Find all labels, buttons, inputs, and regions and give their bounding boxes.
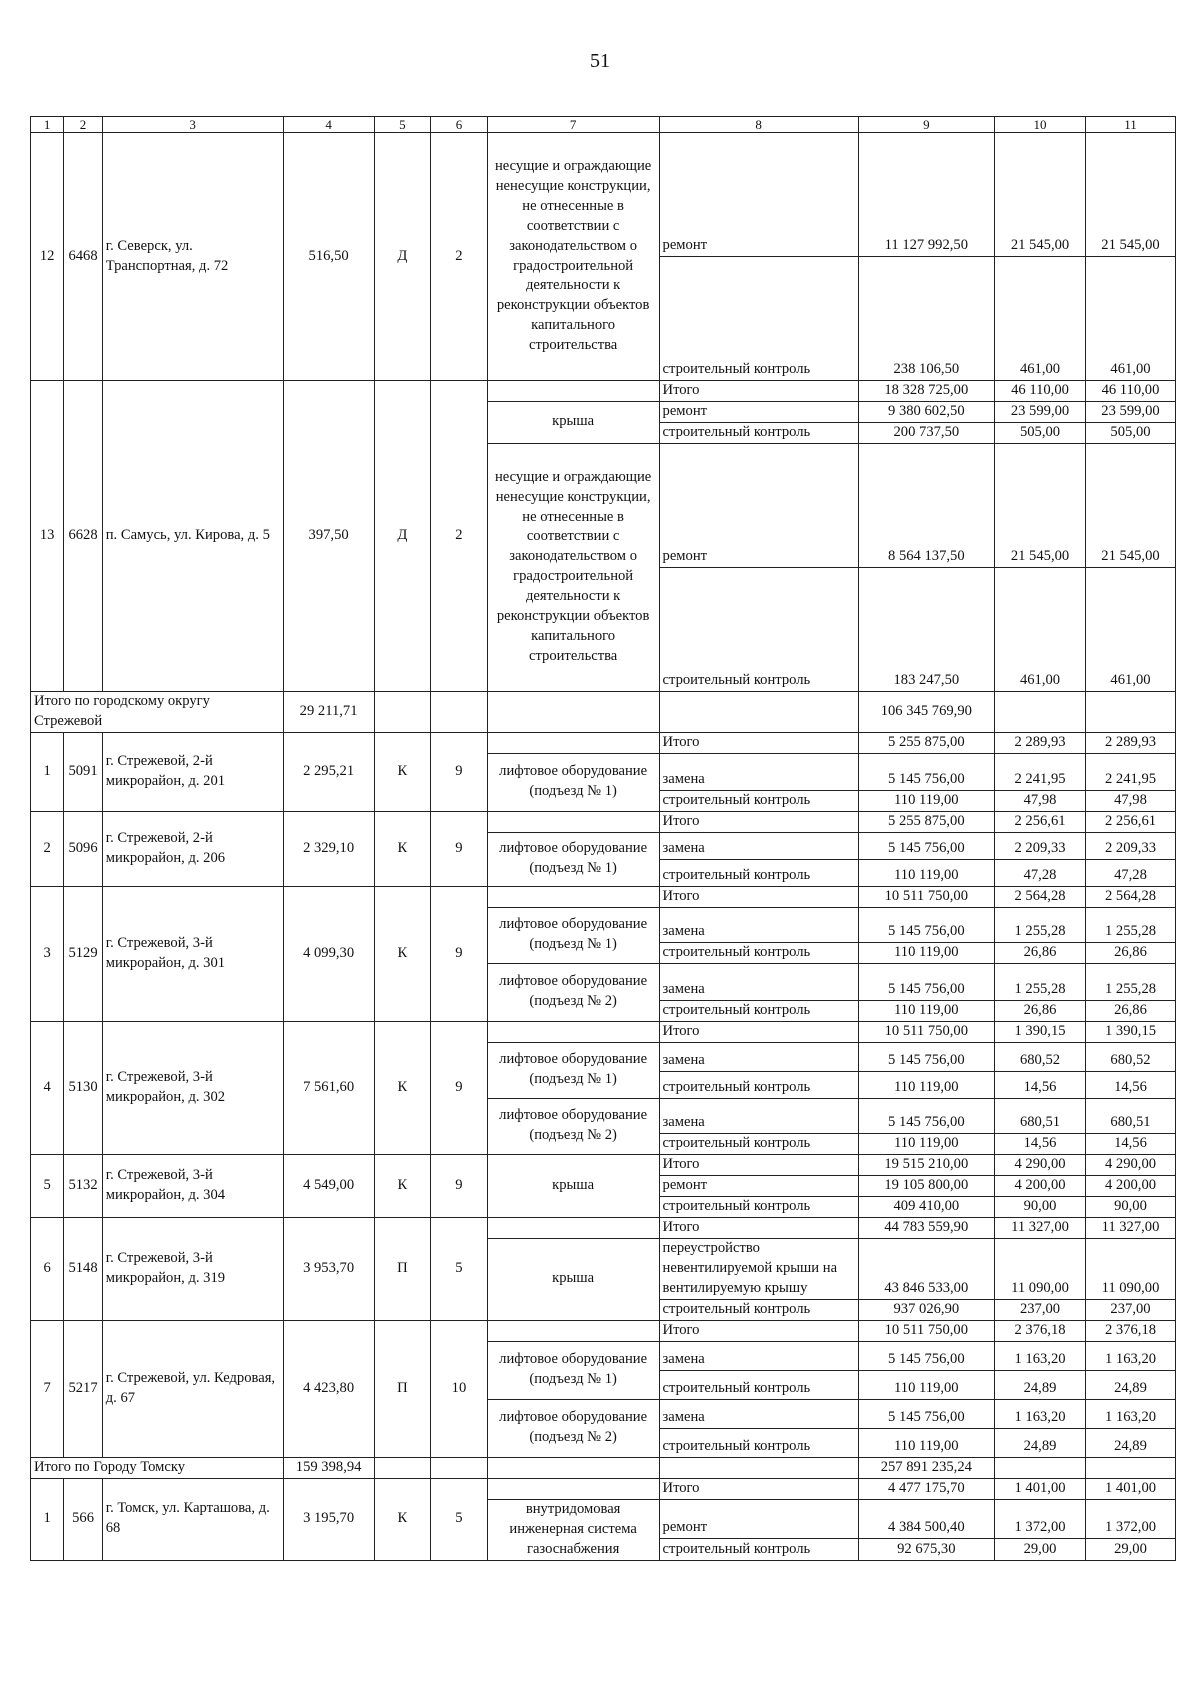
work-type: замена — [659, 753, 858, 790]
row-number: 1 — [31, 732, 64, 811]
house-id: 5096 — [64, 811, 102, 886]
row-number: 13 — [31, 381, 64, 692]
house-class: К — [374, 1478, 431, 1560]
house-id: 6628 — [64, 381, 102, 692]
max-cost-per-sqm: 680,52 — [1085, 1042, 1175, 1071]
work-element: лифтовое оборудование (подъезд № 2) — [487, 963, 659, 1021]
max-cost-per-sqm: 21 545,00 — [1085, 443, 1175, 567]
house-class: К — [374, 1154, 431, 1217]
work-element — [487, 381, 659, 402]
max-cost-per-sqm: 24,89 — [1085, 1428, 1175, 1457]
row-number: 6 — [31, 1217, 64, 1320]
total-cost: 19 105 800,00 — [858, 1175, 994, 1196]
house-class: К — [374, 1021, 431, 1154]
total-cost: 200 737,50 — [858, 422, 994, 443]
work-element: внутридомовая инженерная система газоснабжения — [487, 1499, 659, 1560]
cost-per-sqm: 1 255,28 — [995, 963, 1086, 1000]
total-cost: 10 511 750,00 — [858, 886, 994, 907]
max-cost-per-sqm: 2 376,18 — [1085, 1320, 1175, 1341]
house-class: Д — [374, 133, 431, 381]
work-type: строительный контроль — [659, 1196, 858, 1217]
row-number: 5 — [31, 1154, 64, 1217]
house-class: К — [374, 811, 431, 886]
empty-cell — [487, 1457, 659, 1478]
max-cost-per-sqm: 237,00 — [1085, 1299, 1175, 1320]
column-header-row — [31, 117, 1176, 133]
total-cost: 11 127 992,50 — [858, 133, 994, 257]
row-number: 7 — [31, 1320, 64, 1457]
max-cost-per-sqm: 14,56 — [1085, 1071, 1175, 1098]
work-type: ремонт — [659, 443, 858, 567]
work-type: строительный контроль — [659, 422, 858, 443]
work-element: лифтовое оборудование (подъезд № 1) — [487, 1341, 659, 1399]
work-type: ремонт — [659, 133, 858, 257]
house-class: П — [374, 1217, 431, 1320]
work-element — [487, 732, 659, 753]
column-header-9: 9 — [858, 117, 994, 133]
table-row — [31, 1021, 1176, 1042]
cost-per-sqm: 1 390,15 — [995, 1021, 1086, 1042]
total-cost: 238 106,50 — [858, 257, 994, 381]
row-number: 3 — [31, 886, 64, 1021]
cost-per-sqm: 24,89 — [995, 1428, 1086, 1457]
house-class: К — [374, 732, 431, 811]
max-cost-per-sqm: 2 241,95 — [1085, 753, 1175, 790]
house-floors: 9 — [431, 1154, 488, 1217]
total-cost: 10 511 750,00 — [858, 1021, 994, 1042]
work-type: строительный контроль — [659, 257, 858, 381]
work-type: Итого — [659, 732, 858, 753]
max-cost-per-sqm: 90,00 — [1085, 1196, 1175, 1217]
cost-per-sqm: 21 545,00 — [995, 443, 1086, 567]
cost-per-sqm: 1 163,20 — [995, 1399, 1086, 1428]
work-element: лифтовое оборудование (подъезд № 1) — [487, 907, 659, 963]
total-cost: 5 255 875,00 — [858, 811, 994, 832]
work-type: замена — [659, 1399, 858, 1428]
house-floors: 5 — [431, 1217, 488, 1320]
house-class: П — [374, 1320, 431, 1457]
work-element — [487, 811, 659, 832]
max-cost-per-sqm: 24,89 — [1085, 1370, 1175, 1399]
cost-per-sqm: 24,89 — [995, 1370, 1086, 1399]
work-type: переустройство невентилируемой крыши на вентилируемую крышу — [659, 1238, 858, 1299]
column-header-6: 6 — [431, 117, 488, 133]
cost-per-sqm: 11 090,00 — [995, 1238, 1086, 1299]
house-id: 5129 — [64, 886, 102, 1021]
work-element — [487, 1320, 659, 1341]
work-element — [487, 1478, 659, 1499]
house-class: Д — [374, 381, 431, 692]
house-id: 6468 — [64, 133, 102, 381]
subtotal-cost: 106 345 769,90 — [858, 691, 994, 732]
work-type: ремонт — [659, 401, 858, 422]
work-type: строительный контроль — [659, 567, 858, 691]
house-address: г. Стрежевой, 3-й микрорайон, д. 301 — [102, 886, 283, 1021]
empty-cell — [431, 1457, 488, 1478]
cost-per-sqm: 26,86 — [995, 942, 1086, 963]
house-id: 5130 — [64, 1021, 102, 1154]
max-cost-per-sqm: 11 327,00 — [1085, 1217, 1175, 1238]
house-area: 2 329,10 — [283, 811, 374, 886]
work-element: лифтовое оборудование (подъезд № 2) — [487, 1098, 659, 1154]
max-cost-per-sqm: 680,51 — [1085, 1098, 1175, 1133]
column-header-5: 5 — [374, 117, 431, 133]
max-cost-per-sqm: 461,00 — [1085, 257, 1175, 381]
table-row — [31, 133, 1176, 257]
work-type: Итого — [659, 1021, 858, 1042]
cost-per-sqm: 1 372,00 — [995, 1499, 1086, 1538]
max-cost-per-sqm: 26,86 — [1085, 1000, 1175, 1021]
cost-per-sqm: 680,51 — [995, 1098, 1086, 1133]
work-element: лифтовое оборудование (подъезд № 1) — [487, 1042, 659, 1098]
cost-per-sqm: 47,98 — [995, 790, 1086, 811]
work-type: Итого — [659, 1320, 858, 1341]
house-area: 397,50 — [283, 381, 374, 692]
cost-per-sqm: 4 290,00 — [995, 1154, 1086, 1175]
cost-per-sqm: 21 545,00 — [995, 133, 1086, 257]
cost-per-sqm: 26,86 — [995, 1000, 1086, 1021]
work-element: лифтовое оборудование (подъезд № 1) — [487, 832, 659, 886]
cost-per-sqm: 461,00 — [995, 257, 1086, 381]
total-cost: 10 511 750,00 — [858, 1320, 994, 1341]
house-floors: 10 — [431, 1320, 488, 1457]
subtotal-area: 159 398,94 — [283, 1457, 374, 1478]
work-type: замена — [659, 907, 858, 942]
cost-per-sqm: 2 256,61 — [995, 811, 1086, 832]
empty-cell — [995, 691, 1086, 732]
max-cost-per-sqm: 505,00 — [1085, 422, 1175, 443]
max-cost-per-sqm: 26,86 — [1085, 942, 1175, 963]
total-cost: 5 145 756,00 — [858, 1341, 994, 1370]
work-element: несущие и ограждающие ненесущие конструкции, не отнесенные в соответствии с законодательством о градостроительной деятельности к реконструкции объектов капитального строительства — [487, 443, 659, 691]
empty-cell — [374, 691, 431, 732]
total-cost: 937 026,90 — [858, 1299, 994, 1320]
total-cost: 9 380 602,50 — [858, 401, 994, 422]
subtotal-area: 29 211,71 — [283, 691, 374, 732]
total-cost: 8 564 137,50 — [858, 443, 994, 567]
cost-per-sqm: 2 209,33 — [995, 832, 1086, 859]
empty-cell — [374, 1457, 431, 1478]
cost-per-sqm: 505,00 — [995, 422, 1086, 443]
cost-per-sqm: 23 599,00 — [995, 401, 1086, 422]
total-cost: 5 145 756,00 — [858, 832, 994, 859]
cost-per-sqm: 1 255,28 — [995, 907, 1086, 942]
house-id: 5132 — [64, 1154, 102, 1217]
max-cost-per-sqm: 4 290,00 — [1085, 1154, 1175, 1175]
cost-per-sqm: 2 289,93 — [995, 732, 1086, 753]
subtotal-label: Итого по Городу Томску — [31, 1457, 284, 1478]
total-cost: 110 119,00 — [858, 1000, 994, 1021]
total-cost: 110 119,00 — [858, 790, 994, 811]
cost-per-sqm: 11 327,00 — [995, 1217, 1086, 1238]
work-type: строительный контроль — [659, 942, 858, 963]
work-type: Итого — [659, 811, 858, 832]
cost-per-sqm: 14,56 — [995, 1071, 1086, 1098]
house-area: 516,50 — [283, 133, 374, 381]
total-cost: 19 515 210,00 — [858, 1154, 994, 1175]
cost-per-sqm: 2 241,95 — [995, 753, 1086, 790]
total-cost: 409 410,00 — [858, 1196, 994, 1217]
work-element — [487, 1217, 659, 1238]
house-floors: 9 — [431, 811, 488, 886]
work-type: строительный контроль — [659, 1428, 858, 1457]
cost-per-sqm: 1 401,00 — [995, 1478, 1086, 1499]
cost-per-sqm: 1 163,20 — [995, 1341, 1086, 1370]
max-cost-per-sqm: 2 564,28 — [1085, 886, 1175, 907]
cost-per-sqm: 90,00 — [995, 1196, 1086, 1217]
max-cost-per-sqm: 461,00 — [1085, 567, 1175, 691]
cost-per-sqm: 237,00 — [995, 1299, 1086, 1320]
house-area: 2 295,21 — [283, 732, 374, 811]
total-cost: 5 255 875,00 — [858, 732, 994, 753]
table-row — [31, 1478, 1176, 1499]
max-cost-per-sqm: 47,98 — [1085, 790, 1175, 811]
empty-cell — [659, 691, 858, 732]
cost-per-sqm: 4 200,00 — [995, 1175, 1086, 1196]
house-address: г. Стрежевой, 2-й микрорайон, д. 201 — [102, 732, 283, 811]
max-cost-per-sqm: 1 255,28 — [1085, 907, 1175, 942]
work-element — [487, 886, 659, 907]
table-row — [31, 1154, 1176, 1175]
page-number: 51 — [590, 50, 610, 72]
work-type: замена — [659, 1098, 858, 1133]
work-type: строительный контроль — [659, 1071, 858, 1098]
cost-per-sqm: 14,56 — [995, 1133, 1086, 1154]
house-address: г. Стрежевой, 3-й микрорайон, д. 302 — [102, 1021, 283, 1154]
work-type: Итого — [659, 886, 858, 907]
max-cost-per-sqm: 1 390,15 — [1085, 1021, 1175, 1042]
max-cost-per-sqm: 46 110,00 — [1085, 381, 1175, 402]
max-cost-per-sqm: 1 163,20 — [1085, 1399, 1175, 1428]
house-floors: 9 — [431, 886, 488, 1021]
row-number: 2 — [31, 811, 64, 886]
work-type: строительный контроль — [659, 1370, 858, 1399]
work-type: строительный контроль — [659, 790, 858, 811]
total-cost: 183 247,50 — [858, 567, 994, 691]
cost-per-sqm: 680,52 — [995, 1042, 1086, 1071]
max-cost-per-sqm: 23 599,00 — [1085, 401, 1175, 422]
house-floors: 5 — [431, 1478, 488, 1560]
subtotal-label: Итого по городскому округу Стрежевой — [31, 691, 284, 732]
work-type: Итого — [659, 1217, 858, 1238]
house-area: 3 195,70 — [283, 1478, 374, 1560]
row-number: 1 — [31, 1478, 64, 1560]
max-cost-per-sqm: 1 255,28 — [1085, 963, 1175, 1000]
total-cost: 4 477 175,70 — [858, 1478, 994, 1499]
cost-per-sqm: 46 110,00 — [995, 381, 1086, 402]
empty-cell — [1085, 1457, 1175, 1478]
house-class: К — [374, 886, 431, 1021]
work-type: замена — [659, 1341, 858, 1370]
work-type: замена — [659, 1042, 858, 1071]
total-cost: 5 145 756,00 — [858, 1042, 994, 1071]
work-type: строительный контроль — [659, 859, 858, 886]
subtotal-row — [31, 1457, 1176, 1478]
work-type: Итого — [659, 381, 858, 402]
work-type: строительный контроль — [659, 1538, 858, 1560]
house-address: г. Стрежевой, 2-й микрорайон, д. 206 — [102, 811, 283, 886]
column-header-7: 7 — [487, 117, 659, 133]
work-type: строительный контроль — [659, 1000, 858, 1021]
max-cost-per-sqm: 1 401,00 — [1085, 1478, 1175, 1499]
total-cost: 92 675,30 — [858, 1538, 994, 1560]
total-cost: 110 119,00 — [858, 1071, 994, 1098]
max-cost-per-sqm: 47,28 — [1085, 859, 1175, 886]
column-header-1: 1 — [31, 117, 64, 133]
house-area: 4 549,00 — [283, 1154, 374, 1217]
max-cost-per-sqm: 1 372,00 — [1085, 1499, 1175, 1538]
total-cost: 4 384 500,40 — [858, 1499, 994, 1538]
table-row — [31, 1320, 1176, 1341]
row-number: 12 — [31, 133, 64, 381]
table-row — [31, 381, 1176, 402]
max-cost-per-sqm: 21 545,00 — [1085, 133, 1175, 257]
total-cost: 110 119,00 — [858, 1370, 994, 1399]
total-cost: 5 145 756,00 — [858, 753, 994, 790]
house-address: г. Северск, ул. Транспортная, д. 72 — [102, 133, 283, 381]
work-type: замена — [659, 832, 858, 859]
work-type: ремонт — [659, 1175, 858, 1196]
house-address: п. Самусь, ул. Кирова, д. 5 — [102, 381, 283, 692]
column-header-4: 4 — [283, 117, 374, 133]
max-cost-per-sqm: 1 163,20 — [1085, 1341, 1175, 1370]
work-element: крыша — [487, 401, 659, 443]
house-floors: 2 — [431, 381, 488, 692]
work-element: крыша — [487, 1154, 659, 1217]
house-id: 566 — [64, 1478, 102, 1560]
house-address: г. Стрежевой, ул. Кедровая, д. 67 — [102, 1320, 283, 1457]
column-header-2: 2 — [64, 117, 102, 133]
total-cost: 18 328 725,00 — [858, 381, 994, 402]
cost-per-sqm: 47,28 — [995, 859, 1086, 886]
total-cost: 5 145 756,00 — [858, 1399, 994, 1428]
table-body — [31, 117, 1176, 1561]
max-cost-per-sqm: 11 090,00 — [1085, 1238, 1175, 1299]
table-row — [31, 1217, 1176, 1238]
work-type: Итого — [659, 1154, 858, 1175]
cost-per-sqm: 2 376,18 — [995, 1320, 1086, 1341]
total-cost: 110 119,00 — [858, 1133, 994, 1154]
house-area: 4 099,30 — [283, 886, 374, 1021]
work-type: ремонт — [659, 1499, 858, 1538]
house-id: 5148 — [64, 1217, 102, 1320]
house-floors: 9 — [431, 1021, 488, 1154]
work-element: несущие и ограждающие ненесущие конструкции, не отнесенные в соответствии с законодательством о градостроительной деятельности к реконструкции объектов капитального строительства — [487, 133, 659, 381]
work-type: строительный контроль — [659, 1133, 858, 1154]
repair-program-table — [30, 116, 1176, 1561]
max-cost-per-sqm: 2 209,33 — [1085, 832, 1175, 859]
work-type: замена — [659, 963, 858, 1000]
house-area: 7 561,60 — [283, 1021, 374, 1154]
house-floors: 9 — [431, 732, 488, 811]
total-cost: 110 119,00 — [858, 859, 994, 886]
table-row — [31, 811, 1176, 832]
house-address: г. Стрежевой, 3-й микрорайон, д. 319 — [102, 1217, 283, 1320]
empty-cell — [1085, 691, 1175, 732]
cost-per-sqm: 2 564,28 — [995, 886, 1086, 907]
work-element: лифтовое оборудование (подъезд № 2) — [487, 1399, 659, 1457]
column-header-3: 3 — [102, 117, 283, 133]
column-header-10: 10 — [995, 117, 1086, 133]
max-cost-per-sqm: 14,56 — [1085, 1133, 1175, 1154]
total-cost: 110 119,00 — [858, 942, 994, 963]
work-type: Итого — [659, 1478, 858, 1499]
table-row — [31, 732, 1176, 753]
subtotal-row — [31, 691, 1176, 732]
cost-per-sqm: 461,00 — [995, 567, 1086, 691]
max-cost-per-sqm: 2 256,61 — [1085, 811, 1175, 832]
empty-cell — [995, 1457, 1086, 1478]
table-row — [31, 886, 1176, 907]
subtotal-cost: 257 891 235,24 — [858, 1457, 994, 1478]
column-header-8: 8 — [659, 117, 858, 133]
work-type: строительный контроль — [659, 1299, 858, 1320]
max-cost-per-sqm: 29,00 — [1085, 1538, 1175, 1560]
total-cost: 43 846 533,00 — [858, 1238, 994, 1299]
house-address: г. Томск, ул. Карташова, д. 68 — [102, 1478, 283, 1560]
house-id: 5091 — [64, 732, 102, 811]
work-element — [487, 1021, 659, 1042]
total-cost: 5 145 756,00 — [858, 907, 994, 942]
house-address: г. Стрежевой, 3-й микрорайон, д. 304 — [102, 1154, 283, 1217]
total-cost: 110 119,00 — [858, 1428, 994, 1457]
total-cost: 44 783 559,90 — [858, 1217, 994, 1238]
row-number: 4 — [31, 1021, 64, 1154]
empty-cell — [487, 691, 659, 732]
total-cost: 5 145 756,00 — [858, 963, 994, 1000]
house-area: 3 953,70 — [283, 1217, 374, 1320]
max-cost-per-sqm: 2 289,93 — [1085, 732, 1175, 753]
work-element: крыша — [487, 1238, 659, 1320]
max-cost-per-sqm: 4 200,00 — [1085, 1175, 1175, 1196]
empty-cell — [659, 1457, 858, 1478]
work-element: лифтовое оборудование (подъезд № 1) — [487, 753, 659, 811]
total-cost: 5 145 756,00 — [858, 1098, 994, 1133]
column-header-11: 11 — [1085, 117, 1175, 133]
house-id: 5217 — [64, 1320, 102, 1457]
house-floors: 2 — [431, 133, 488, 381]
empty-cell — [431, 691, 488, 732]
cost-per-sqm: 29,00 — [995, 1538, 1086, 1560]
house-area: 4 423,80 — [283, 1320, 374, 1457]
